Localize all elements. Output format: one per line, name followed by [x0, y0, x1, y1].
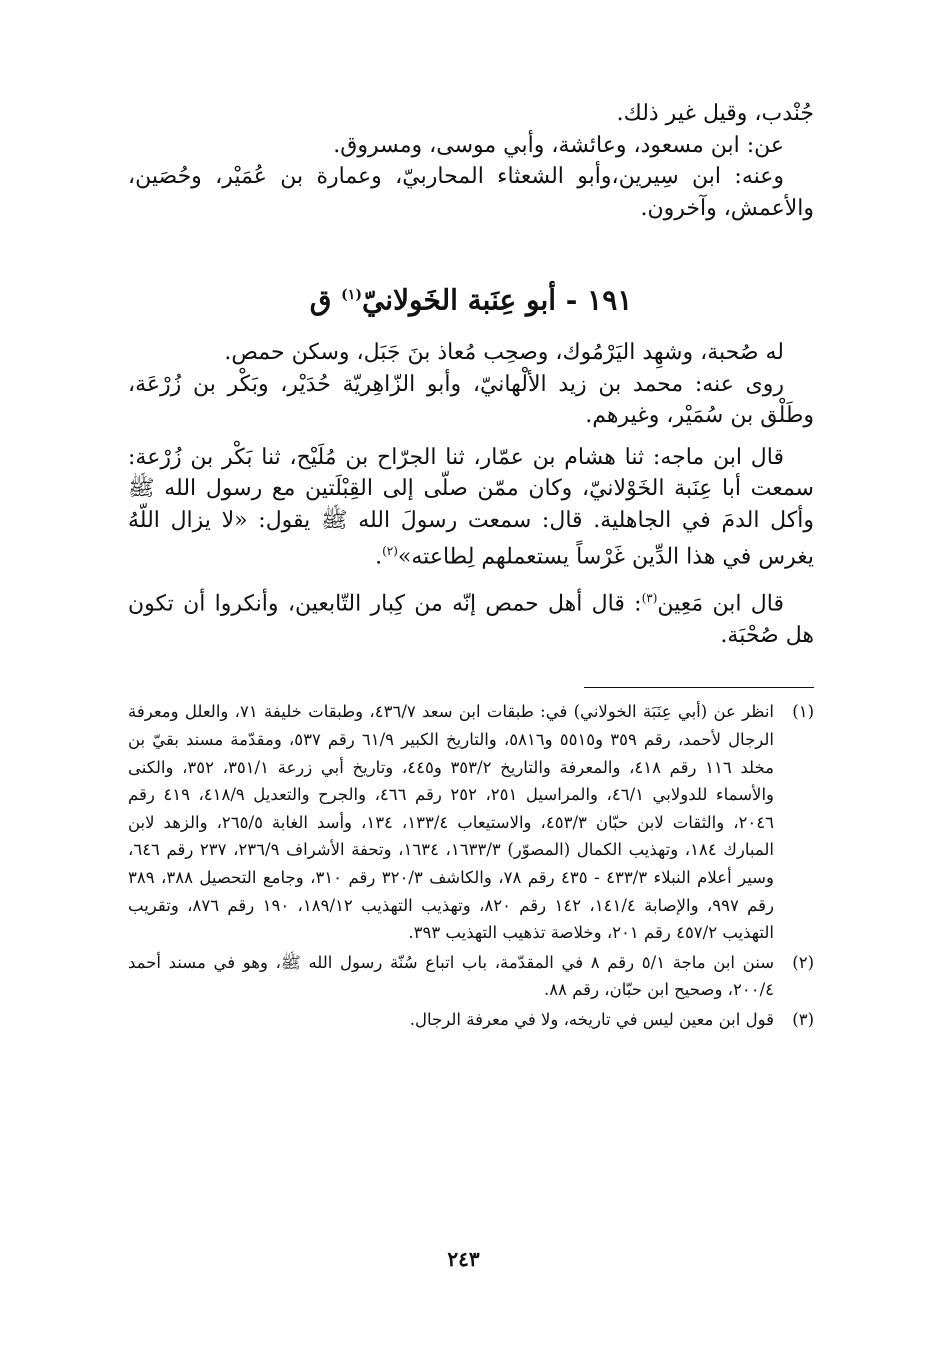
- footnote-3-number: (٣): [792, 1010, 814, 1030]
- footnote-3-text: قول ابن معين ليس في تاريخه، ولا في معرفة الرجال.: [409, 1010, 774, 1030]
- footnote-ref-3: (٣): [641, 591, 658, 606]
- entry-heading: [128, 276, 814, 319]
- footnote-1-number: (١): [792, 702, 814, 722]
- footnote-1: [128, 698, 814, 946]
- footnote-1-text: انظر عن (أبي عِنَبَة الخولاني) في: طبقات ابن سعد ٤٣٦/٧، وطبقات خليفة ٧١، والعلل ومعرفة الرجال لأحمد، رقم ٣٥٩ و٥٥١٥ و٥٨١٦، والتاريخ الكبير ٦١/٩ رقم ٥٣٧، ومقدّمة مسند بقيّ بن مخلد ١١٦ رقم ٤١٨، والمعرفة والتاريخ ٣٥٣/٢ و٤٤٥، وتاريخ أبي زرعة ٣٥١/١، ٣٥٢، والكنى والأسماء للدولابي ٤٦/١، والمراسيل ٢٥١، ٢٥٢ رقم ٤٦٦، والجرح والتعديل ٤١٨/٩، ٤١٩ رقم ٢٠٤٦، والثقات لابن حبّان ٤٥٣/٣، والاستيعاب ١٣٣/٤، ١٣٤، وأسد الغابة ٢٦٥/٥، والزهد لابن المبارك ١٨٤، وتهذيب الكمال (المصوّر) ١٦٣٣/٣، ١٦٣٤، وتحفة الأشراف ٢٣٦/٩، ٢٣٧ رقم ٦٤٦، وسير أعلام النبلاء ٤٣٣/٣ - ٤٣٥ رقم ٧٨، والكاشف ٣٢٠/٣ رقم ٣١٠، وجامع التحصيل ٣٨٨، ٣٨٩ رقم ٩٩٧، والإصابة ١٤١/٤، ١٤٢ رقم ٨٢٠، وتهذيب التهذيب ١٨٩/١٢، ١٩٠ رقم ٨٧٦، وتقريب التهذيب ٤٥٧/٢ رقم ٢٠١، وخلاصة تذهيب التهذيب ٣٩٣.: [128, 702, 775, 943]
- entry-paragraph-4-start: قال ابن مَعِين: [657, 591, 784, 617]
- entry-paragraph-3-text: قال ابن ماجه: ثنا هشام بن عمّار، ثنا الجرّاح بن مُلَيْح، ثنا بَكْر بن زُرْعة: سمعت أبا عِنَبة الخَوْلانيّ، وكان ممّن صلّى إلى القِبْلَتين مع رسول الله ﷺ وأكل الدمَ في الجاهلية. قال: سمعت رسولَ الله ﷺ يقول: «لا يزال اللّهُ يغرس في هذا الدِّين غَرْساً يستعملهم لِطاعته»: [128, 444, 814, 570]
- footnote-ref-2: (٢): [382, 544, 398, 559]
- entry-paragraph-4: [128, 583, 814, 651]
- intro-line-1: جُنْدب، وقيل غير ذلك.: [616, 101, 814, 126]
- entry-paragraph-1: له صُحبة، وشهِد اليَرْمُوك، وصحِب مُعاذ بنَ جَبَل، وسكن حمص.: [224, 340, 784, 366]
- entry-paragraph-3: [128, 442, 814, 573]
- intro-line-3: وعنه: ابن سِيرين،وأبو الشعثاء المحاربيّ، وعمارة بن عُمَيْر، وحُصَين، والأعمش، وآخرون.: [128, 164, 814, 221]
- page-number: ٢٤٣: [447, 1247, 480, 1271]
- intro-line-2: عن: ابن مسعود، وعائشة، وأبي موسى، ومسروق.: [333, 132, 784, 158]
- entry-paragraph-4-text: : قال أهل حمص إنّه من كِبار التّابعين، وأنكروا أن تكون هل صُحْبَة.: [128, 591, 814, 648]
- footnote-2: [128, 949, 814, 1004]
- footnote-2-text: سنن ابن ماجة ٥/١ رقم ٨ في المقدّمة، باب اتباع سُنّة رسول الله ﷺ، وهو في مسند أحمد ٢٠٠/٤، وصحيح ابن حبّان، رقم ٨٨.: [128, 952, 775, 1000]
- footnote-separator: [584, 687, 814, 688]
- footnote-2-number: (٢): [792, 952, 814, 972]
- entry-heading-ref: (١): [341, 287, 362, 303]
- entry-paragraph-3-end: .: [375, 544, 383, 570]
- entry-paragraph-2: روى عنه: محمد بن زيد الألْهانيّ، وأبو الزّاهِريّة حُدَيْر، وبَكْر بن زُرْعَة، وطَلْق بن سُمَيْر، وغيرهم.: [128, 371, 814, 429]
- entry-heading-text: ١٩١ - أبو عِنَبة الخَولانيّ: [361, 283, 633, 317]
- entry-heading-suffix: ق: [309, 283, 332, 317]
- page-body: [128, 98, 814, 1034]
- footnote-3: [128, 1006, 814, 1034]
